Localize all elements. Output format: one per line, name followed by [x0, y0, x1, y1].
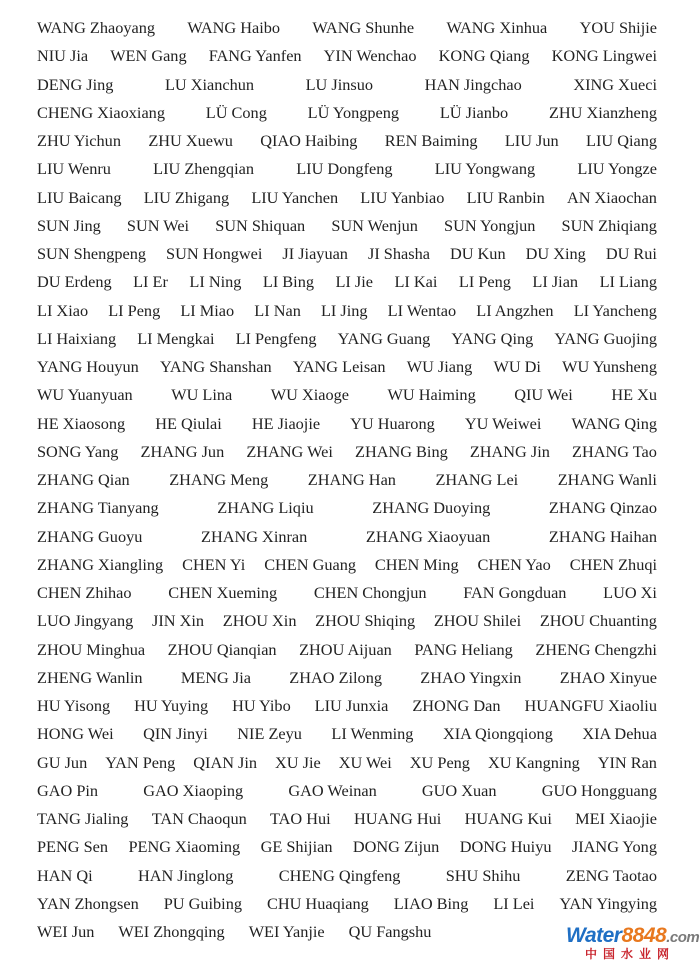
name-row — [37, 325, 657, 353]
person-name: LUO Xi — [603, 583, 657, 602]
watermark-subtitle: 中国水业网 — [584, 947, 675, 961]
person-name: GAO Weinan — [288, 780, 377, 800]
person-name: ZHANG Duoying — [372, 498, 491, 518]
person-name: SUN Wenjun — [331, 215, 418, 235]
person-name: ZHOU Minghua — [37, 639, 146, 659]
person-name: XING Xueci — [573, 74, 657, 94]
name-row — [37, 212, 657, 240]
person-name: LIU Yanchen — [251, 187, 339, 207]
person-name: GAO Xiaoping — [143, 780, 244, 800]
person-name: LI Er — [133, 272, 168, 292]
name-row — [37, 268, 657, 296]
person-name: FAN Gongduan — [463, 583, 567, 602]
person-name: LI Ning — [189, 272, 242, 292]
person-name: HE Xu — [611, 385, 657, 405]
person-name: DONG Zijun — [352, 837, 440, 857]
person-name: SUN Wei — [126, 215, 190, 235]
person-name: LIU Baicang — [37, 187, 122, 207]
person-name: REN Baiming — [384, 131, 478, 150]
person-name: PU Guibing — [163, 893, 242, 913]
person-name: HE Xiaosong — [37, 413, 126, 433]
person-name: ZHANG Bing — [355, 441, 448, 461]
person-name: GUO Hongguang — [541, 780, 657, 800]
person-name: HE Jiaojie — [251, 413, 321, 433]
person-name: WANG Qing — [571, 413, 657, 433]
person-name: MENG Jia — [180, 667, 251, 687]
person-name: HAN Qi — [37, 865, 93, 885]
person-name: WANG Haibo — [187, 18, 281, 37]
person-name: YIN Wenchao — [323, 46, 417, 66]
name-row — [37, 410, 657, 438]
person-name: HAN Jingchao — [424, 74, 522, 94]
name-row — [37, 14, 657, 42]
person-name: XU Kangning — [487, 752, 580, 772]
person-name: KONG Qiang — [438, 46, 530, 66]
person-name: SONG Yang — [37, 441, 119, 461]
person-name: HU Yisong — [37, 696, 111, 715]
person-name: ZHONG Dan — [412, 696, 501, 715]
person-name: LI Nan — [254, 300, 301, 320]
person-name: HUANG Hui — [353, 809, 442, 828]
person-name: LIU Junxia — [314, 696, 389, 715]
person-name: HAN Jinglong — [137, 865, 234, 885]
person-name: QIN Jinyi — [143, 724, 208, 744]
person-name: CHEN Xueming — [168, 583, 278, 602]
person-name: YANG Qing — [451, 328, 534, 348]
person-name: HONG Wei — [37, 724, 114, 744]
person-name: ZHOU Chuanting — [539, 611, 657, 631]
name-row — [37, 664, 657, 692]
person-name: WU Yuanyuan — [37, 385, 133, 405]
person-name: CHEN Zhuqi — [569, 554, 657, 574]
person-name: DU Erdeng — [37, 272, 112, 292]
person-name: ZHAO Xinyue — [559, 667, 657, 687]
person-name: ZHANG Haihan — [548, 526, 657, 546]
name-row — [37, 42, 657, 70]
person-name: SUN Hongwei — [166, 244, 263, 263]
person-name: WU Di — [493, 357, 541, 376]
name-row — [37, 494, 657, 522]
person-name: LIU Yongze — [577, 159, 657, 179]
person-name: MEI Xiaojie — [575, 809, 657, 828]
person-name: YOU Shijie — [579, 18, 657, 37]
person-name: ZENG Taotao — [565, 865, 657, 885]
name-row — [37, 438, 657, 466]
person-name: LI Jie — [335, 272, 373, 292]
person-name: WU Jiang — [406, 357, 473, 376]
watermark-water: Water — [566, 924, 622, 947]
person-name: SUN Shiquan — [215, 215, 306, 235]
person-name: CHEN Chongjun — [313, 583, 427, 602]
person-name: LU Xianchun — [164, 74, 255, 94]
name-row — [37, 720, 657, 748]
name-row — [37, 833, 657, 861]
person-name: NIU Jia — [37, 46, 89, 66]
person-name: SUN Jing — [37, 215, 101, 235]
person-name: LIU Yanbiao — [360, 187, 445, 207]
name-row — [37, 127, 657, 155]
person-name: LI Jing — [320, 300, 368, 320]
person-name: ZHANG Tianyang — [37, 498, 159, 518]
person-name: GUO Xuan — [421, 780, 497, 800]
person-name: LI Lei — [493, 893, 535, 913]
person-name: LIU Ranbin — [466, 187, 545, 207]
person-name: LI Miao — [180, 300, 235, 320]
person-name: YANG Guojing — [554, 328, 657, 348]
person-name: LI Peng — [458, 272, 511, 292]
person-name: ZHANG Meng — [169, 470, 269, 489]
person-name: SUN Yongjun — [444, 215, 536, 235]
person-name: YAN Peng — [105, 752, 176, 772]
person-name: JIN Xin — [152, 611, 205, 631]
person-name: JI Jiayuan — [282, 244, 348, 263]
person-name: WEI Jun — [37, 922, 95, 941]
person-name: LI Peng — [108, 300, 161, 320]
person-name: YANG Houyun — [37, 357, 139, 376]
person-name: YIN Ran — [597, 752, 657, 772]
person-name: ZHOU Qianqian — [167, 639, 277, 659]
name-row — [37, 155, 657, 183]
person-name: LI Haixiang — [37, 328, 117, 348]
person-name: LIU Zhigang — [143, 187, 230, 207]
person-name: ZHANG Tao — [572, 441, 657, 461]
watermark-number: 8848 — [621, 924, 667, 947]
name-row — [37, 692, 657, 720]
person-name: CHEN Yi — [182, 554, 246, 574]
person-name: WANG Xinhua — [446, 18, 548, 37]
person-name: YANG Leisan — [292, 357, 386, 376]
person-name: ZHOU Shilei — [433, 611, 522, 631]
person-name: LI Angzhen — [476, 300, 554, 320]
person-name: ZHOU Shiqing — [315, 611, 416, 631]
person-name: LI Pengfeng — [235, 328, 317, 348]
person-name: ZHANG Wanli — [557, 470, 657, 489]
person-name: LIU Qiang — [586, 131, 657, 150]
person-name: YU Weiwei — [464, 413, 542, 433]
person-name: YU Huarong — [350, 413, 435, 433]
person-name: CHEN Yao — [477, 554, 551, 574]
person-name: SUN Shengpeng — [37, 244, 146, 263]
person-name: ZHANG Xiangling — [37, 554, 164, 574]
person-name: YAN Zhongsen — [37, 893, 139, 913]
person-name: ZHANG Xiaoyuan — [365, 526, 491, 546]
person-name: LÜ Yongpeng — [307, 102, 400, 122]
person-name: ZHU Xianzheng — [548, 102, 657, 122]
person-name: KONG Lingwei — [551, 46, 657, 66]
person-name: TAO Hui — [270, 809, 331, 828]
person-name: XU Wei — [338, 752, 392, 772]
person-name: XIA Dehua — [582, 724, 657, 744]
person-name: PANG Heliang — [414, 639, 513, 659]
name-row — [37, 918, 657, 946]
person-name: LUO Jingyang — [37, 611, 134, 631]
person-name: QU Fangshu — [348, 922, 432, 941]
person-name: GU Jun — [37, 752, 88, 772]
person-name: LI Jian — [532, 272, 579, 292]
person-name: LIU Dongfeng — [296, 159, 393, 179]
person-name: LIU Zhengqian — [153, 159, 254, 179]
name-row — [37, 99, 657, 127]
person-name: WU Lina — [171, 385, 233, 405]
person-name: LI Yancheng — [573, 300, 657, 320]
person-name: LI Xiao — [37, 300, 89, 320]
person-name: CHEN Zhihao — [37, 583, 132, 602]
person-name: ZHANG Wei — [246, 441, 333, 461]
person-name: ZHANG Xinran — [201, 526, 308, 546]
person-name: XU Peng — [409, 752, 470, 772]
person-name: LI Kai — [394, 272, 438, 292]
person-name: XIA Qiongqiong — [442, 724, 553, 744]
person-name: CHENG Qingfeng — [278, 865, 401, 885]
person-name: WU Yunsheng — [562, 357, 657, 376]
person-name: ZHOU Xin — [222, 611, 297, 631]
person-name: ZHU Xuewu — [148, 131, 233, 150]
person-name: CHU Huaqiang — [266, 893, 369, 913]
person-name: ZHANG Qinzao — [548, 498, 657, 518]
name-row — [37, 297, 657, 325]
person-name: HE Qiulai — [155, 413, 222, 433]
name-row — [37, 551, 657, 579]
person-name: WU Haiming — [387, 385, 476, 405]
person-name: DU Rui — [605, 244, 657, 263]
person-name: ZHOU Aijuan — [299, 639, 392, 659]
watermark-suffix: .com — [666, 929, 700, 946]
person-name: ZHANG Guoyu — [37, 526, 143, 546]
person-name: ZHANG Jin — [469, 441, 550, 461]
person-name: TAN Chaoqun — [151, 809, 247, 828]
person-name: ZHAO Yingxin — [420, 667, 522, 687]
person-name: GE Shijian — [260, 837, 333, 857]
person-name: ZHU Yichun — [37, 131, 121, 150]
name-row — [37, 777, 657, 805]
name-row — [37, 607, 657, 635]
person-name: ZHANG Han — [307, 470, 396, 489]
watermark-logo-text — [566, 924, 700, 947]
person-name: TANG Jialing — [37, 809, 129, 828]
watermark-logo — [566, 924, 700, 961]
name-row — [37, 890, 657, 918]
person-name: LIAO Bing — [393, 893, 469, 913]
person-name: WANG Shunhe — [312, 18, 415, 37]
person-name: ZHAO Zilong — [289, 667, 382, 687]
person-name: ZHANG Jun — [140, 441, 225, 461]
person-name: WANG Zhaoyang — [37, 18, 156, 37]
person-name: LÜ Jianbo — [439, 102, 509, 122]
person-name: DU Xing — [525, 244, 586, 263]
person-name: LI Mengkai — [137, 328, 215, 348]
person-name: YAN Yingying — [559, 893, 657, 913]
person-name: CHEN Guang — [264, 554, 356, 574]
person-name: WEN Gang — [110, 46, 187, 66]
name-row — [37, 805, 657, 833]
person-name: WU Xiaoge — [270, 385, 350, 405]
person-name: FANG Yanfen — [208, 46, 302, 66]
person-name: LI Bing — [262, 272, 314, 292]
name-row — [37, 466, 657, 494]
person-name: LÜ Cong — [205, 102, 267, 122]
person-name: SHU Shihu — [445, 865, 521, 885]
name-row — [37, 71, 657, 99]
name-row — [37, 636, 657, 664]
person-name: QIAN Jin — [193, 752, 258, 772]
person-name: PENG Sen — [37, 837, 109, 857]
person-name: QIU Wei — [514, 385, 573, 405]
name-row — [37, 240, 657, 268]
person-name: QIAO Haibing — [260, 131, 358, 150]
person-name: LI Wentao — [387, 300, 457, 320]
person-name: XU Jie — [275, 752, 321, 772]
person-name: PENG Xiaoming — [128, 837, 241, 857]
person-name: ZHANG Liqiu — [217, 498, 314, 518]
person-name: LI Liang — [599, 272, 657, 292]
person-name: LIU Jun — [504, 131, 559, 150]
person-name: ZHANG Qian — [37, 470, 130, 489]
person-name: ZHANG Lei — [435, 470, 519, 489]
person-name: ZHENG Chengzhi — [535, 639, 657, 659]
person-name: DONG Huiyu — [459, 837, 552, 857]
person-name: YANG Shanshan — [159, 357, 272, 376]
person-name: WEI Zhongqing — [118, 922, 225, 941]
person-name: HU Yibo — [232, 696, 291, 715]
person-name: JIANG Yong — [571, 837, 657, 857]
person-name: NIE Zeyu — [237, 724, 302, 744]
person-name: LU Jinsuo — [305, 74, 374, 94]
name-row — [37, 749, 657, 777]
person-name: LI Wenming — [331, 724, 414, 744]
person-name: YANG Guang — [337, 328, 431, 348]
person-name: ZHENG Wanlin — [37, 667, 143, 687]
name-list — [37, 14, 657, 946]
person-name: AN Xiaochan — [566, 187, 657, 207]
name-row — [37, 353, 657, 381]
person-name: LIU Wenru — [37, 159, 111, 179]
person-name: DU Kun — [449, 244, 506, 263]
person-name: HUANGFU Xiaoliu — [524, 696, 657, 715]
person-name: LIU Yongwang — [434, 159, 536, 179]
person-name: WEI Yanjie — [248, 922, 325, 941]
name-row — [37, 381, 657, 409]
person-name: DENG Jing — [37, 74, 114, 94]
person-name: CHEN Ming — [374, 554, 459, 574]
person-name: SUN Zhiqiang — [561, 215, 657, 235]
name-row — [37, 523, 657, 551]
person-name: HUANG Kui — [464, 809, 552, 828]
person-name: HU Yuying — [134, 696, 209, 715]
person-name: JI Shasha — [367, 244, 430, 263]
person-name: CHENG Xiaoxiang — [37, 102, 165, 122]
name-row — [37, 184, 657, 212]
name-row — [37, 862, 657, 890]
person-name: GAO Pin — [37, 780, 99, 800]
name-row — [37, 579, 657, 607]
